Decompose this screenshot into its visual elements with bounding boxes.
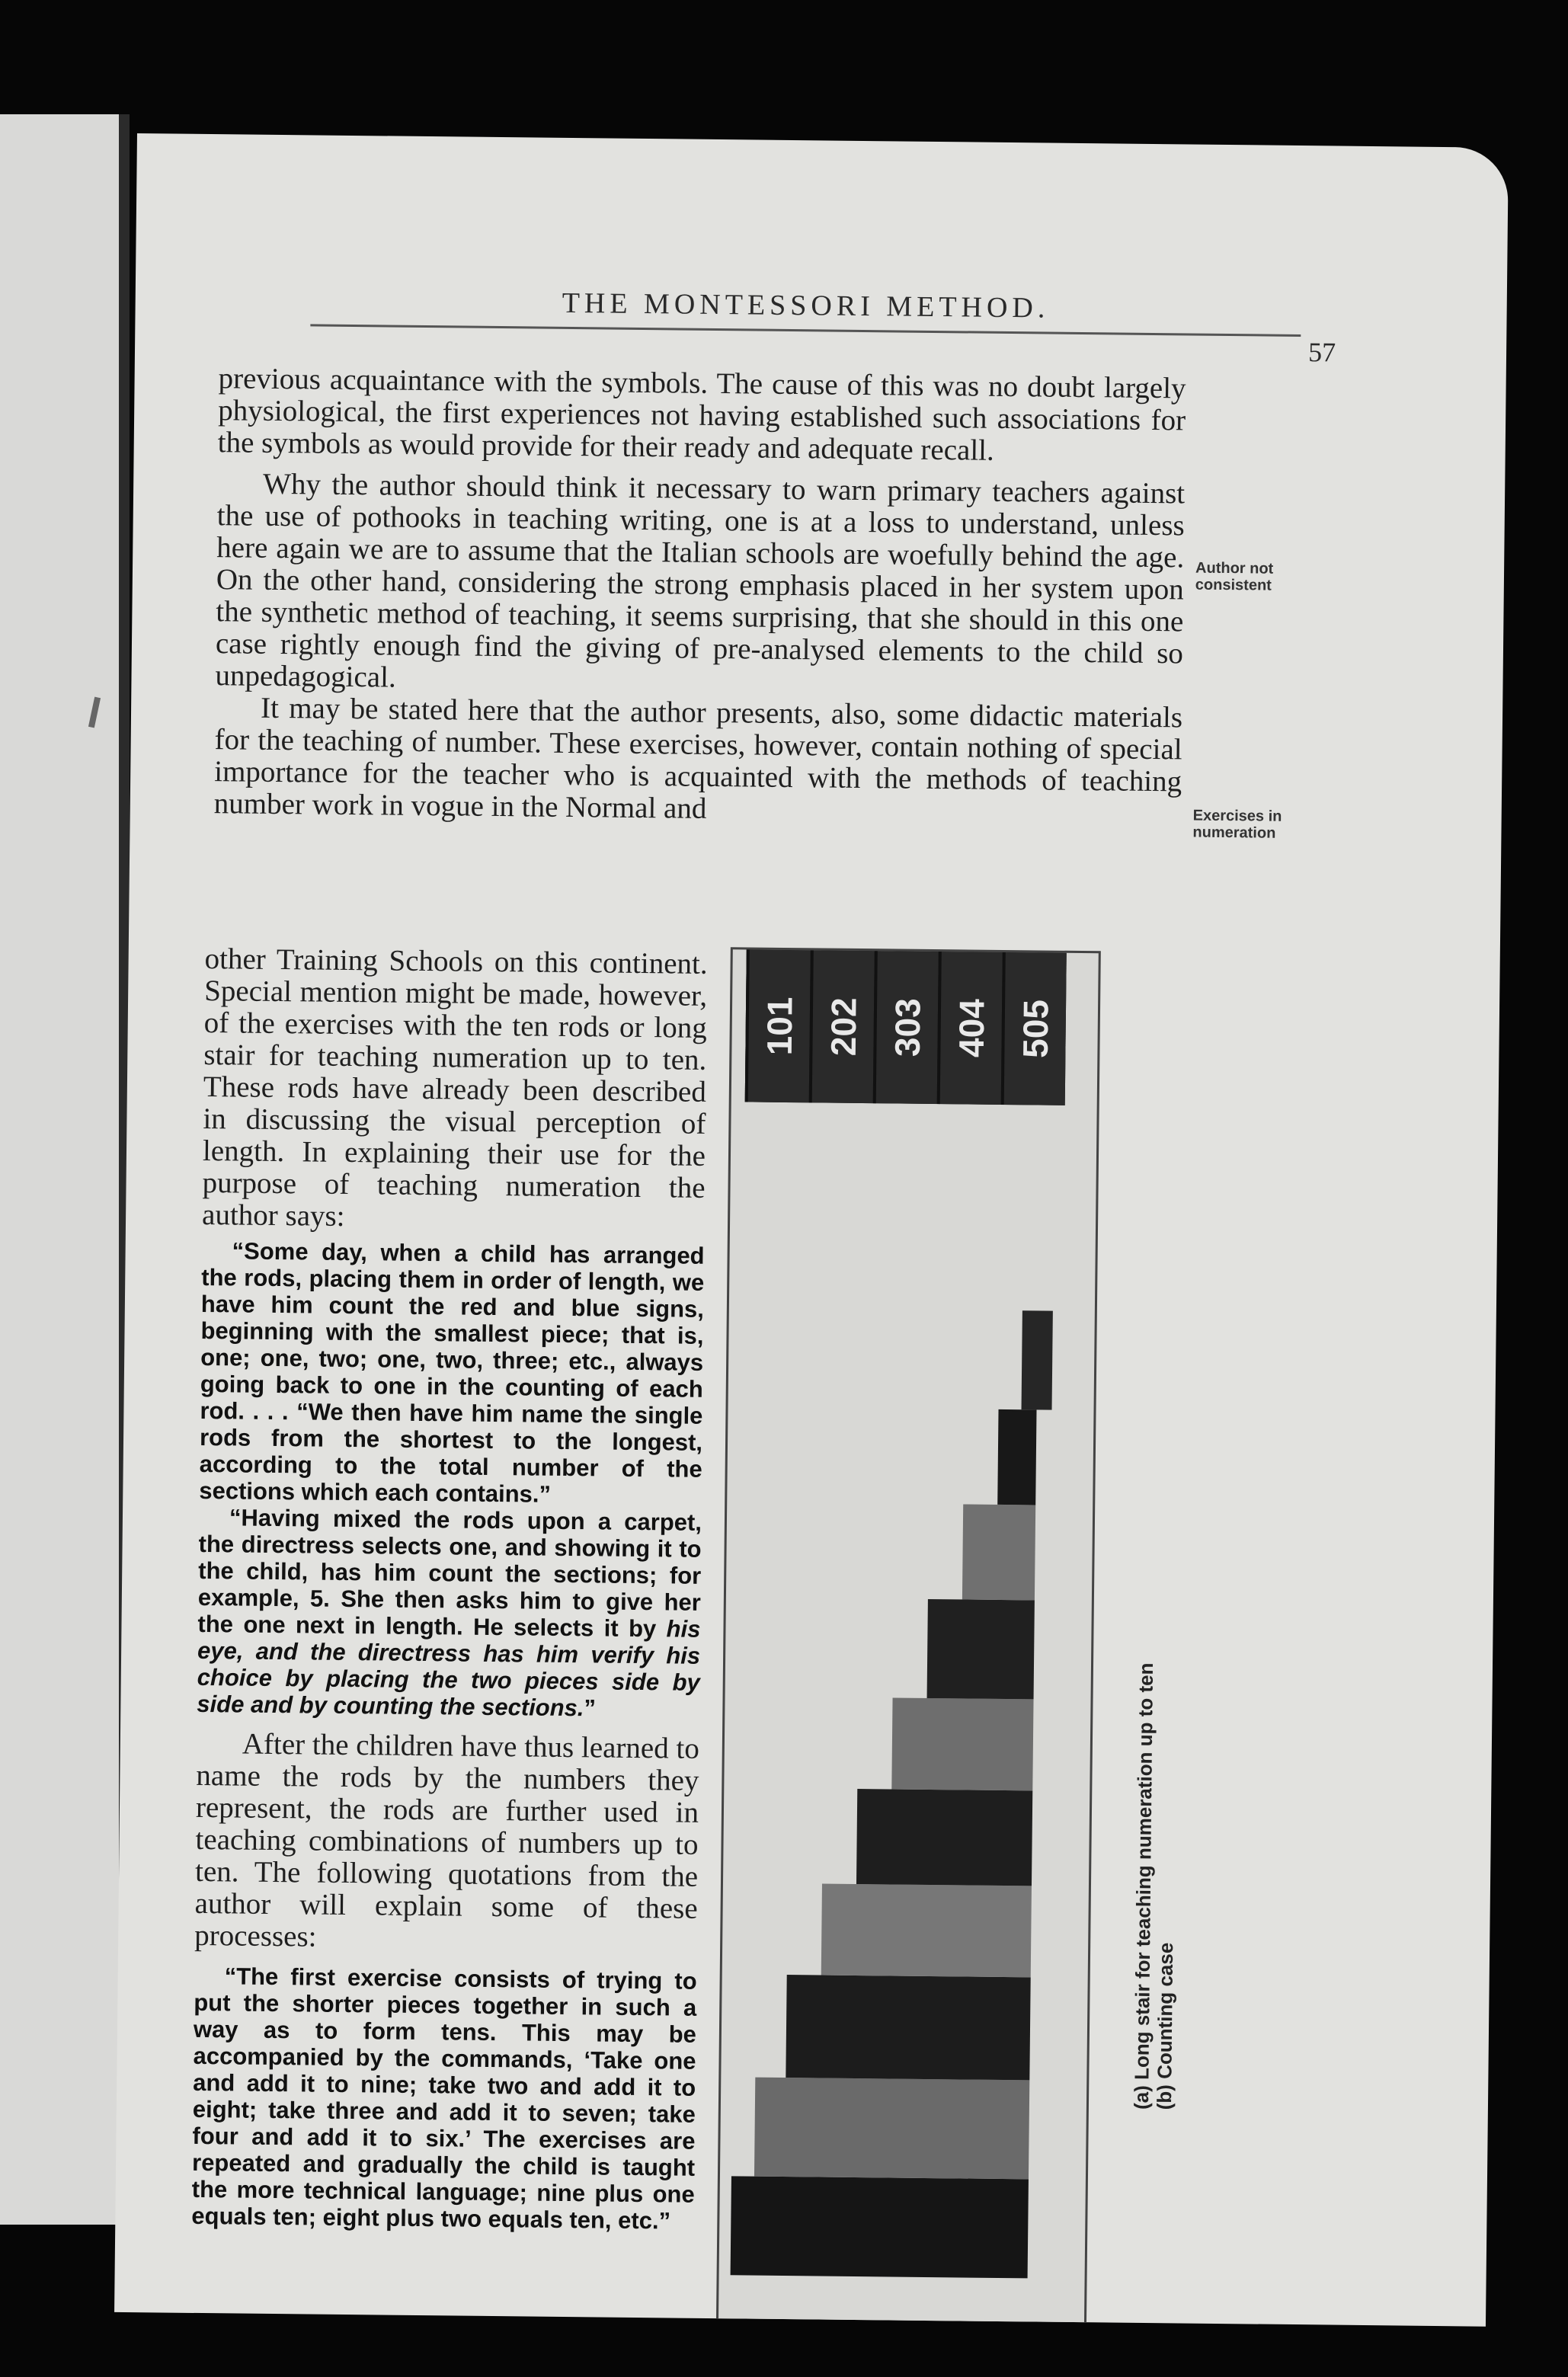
quote-2-text: “Having mixed the rods upon a carpet, the directress selects one, and showing it to the child, has him count the sections; for example, 5. She then asks him to give her the one next in length. He selects it by	[197, 1504, 702, 1643]
rod-6	[856, 1789, 1032, 1886]
previous-page-edge	[0, 114, 130, 2225]
rod-10	[731, 2176, 1029, 2278]
text-block-top	[214, 363, 1186, 830]
rod-2	[997, 1409, 1036, 1505]
paragraph-3-continued: other Training Schools on this continent. Special mention might be made, however, of the exercises with the ten rods or long stair for teaching numeration up to ten. These rods have already been described in discussing the visual perception of length. In explaining their use for the purpose of teaching numeration the author says:	[201, 942, 708, 1233]
running-title: THE MONTESSORI METHOD.	[562, 286, 1050, 325]
counting-case-label: 505	[1015, 999, 1056, 1059]
quote-2-end: ”	[584, 1694, 597, 1722]
caption-a: (a) Long stair for teaching numeration up to ten	[1129, 1662, 1158, 2110]
quote-2-italic: his eye, and the directress has him verify his choice by placing the two pieces side by side and by counting the sections.	[197, 1615, 701, 1722]
counting-case-label: 404	[951, 998, 992, 1058]
quote-1: “Some day, when a child has arranged the rods, placing them in order of length, we have him count the red and blue signs, beginning with the smallest piece; that is, one; one, two; one, two, three; etc., always going back to one in the counting of each rod. . . . “We then have him name the single rods from the shortest to the longest, according to the total number of the sections which each contains.”	[199, 1237, 705, 1508]
rod-5	[891, 1697, 1033, 1790]
paragraph-1: previous acquaintance with the symbols. The cause of this was no doubt largely physiological, the first experiences not having established such associations for the symbols as would provide for their ready and adequate recall.	[217, 362, 1186, 467]
page-number: 57	[1307, 337, 1336, 368]
counting-case-label: 202	[823, 997, 864, 1057]
counting-case	[745, 949, 1067, 1105]
long-stair-rods	[718, 949, 1098, 2326]
rod-1	[1022, 1310, 1053, 1409]
counting-case-cell	[745, 949, 811, 1102]
paragraph-2: Why the author should think it necessary to warn primary teachers against the use of pothooks in teaching writing, one is at a loss to understand, unless here again we are to assume that the Italian schools are woefully behind the age. On the other hand, considering the strong emphasis placed in her system upon the synthetic method of teaching, it seems surprising, that she should in this one case rightly enough find the giving of pre-analysed elements to the child so unpedagogical.	[215, 467, 1186, 694]
counting-case-cell	[809, 950, 875, 1103]
paragraph-4: After the children have thus learned to name the rods by the numbers they represent, the rods are further used in teaching combinations of numbers up to ten. The following quotations from the author will explain some of these processes:	[194, 1727, 700, 1953]
rod-7	[821, 1884, 1032, 1978]
margin-note-author: Author not consistent	[1195, 559, 1274, 594]
quote-3: “The first exercise consists of trying to put the shorter pieces together in such a way as to form tens. This may be accompanied by the commands, ‘Take one and add it to nine; take two and add it to eight; take three and add it to seven; take four and add it to six.’ The exercises are repeated and gradually the child is taught the more technical language; nine plus one equals ten; eight plus two equals ten, etc.”	[191, 1963, 697, 2235]
rod-9	[754, 2078, 1029, 2180]
figure-caption	[1130, 1662, 1180, 2110]
caption-b: (b) Counting case	[1152, 1942, 1178, 2110]
text-block-left	[191, 943, 708, 2235]
quote-2	[197, 1504, 702, 1723]
counting-case-cell	[1001, 952, 1067, 1105]
rod-3	[962, 1504, 1035, 1600]
counting-case-label: 303	[887, 998, 928, 1057]
rod-8	[786, 1975, 1030, 2080]
counting-case-cell	[937, 952, 1003, 1105]
counting-case-cell	[873, 951, 939, 1104]
figure-long-stair	[715, 947, 1101, 2326]
counting-case-label: 101	[759, 997, 800, 1056]
rod-4	[927, 1599, 1035, 1699]
paragraph-3: It may be stated here that the author presents, also, some didactic materials for the teaching of number. These exercises, however, contain nothing of special importance for the teacher who is acquainted with the methods of teaching number work in vogue in the Normal and	[213, 691, 1183, 825]
margin-note-exercises: Exercises in numeration	[1192, 807, 1282, 842]
header-rule	[310, 324, 1301, 337]
book-page	[114, 133, 1509, 2327]
